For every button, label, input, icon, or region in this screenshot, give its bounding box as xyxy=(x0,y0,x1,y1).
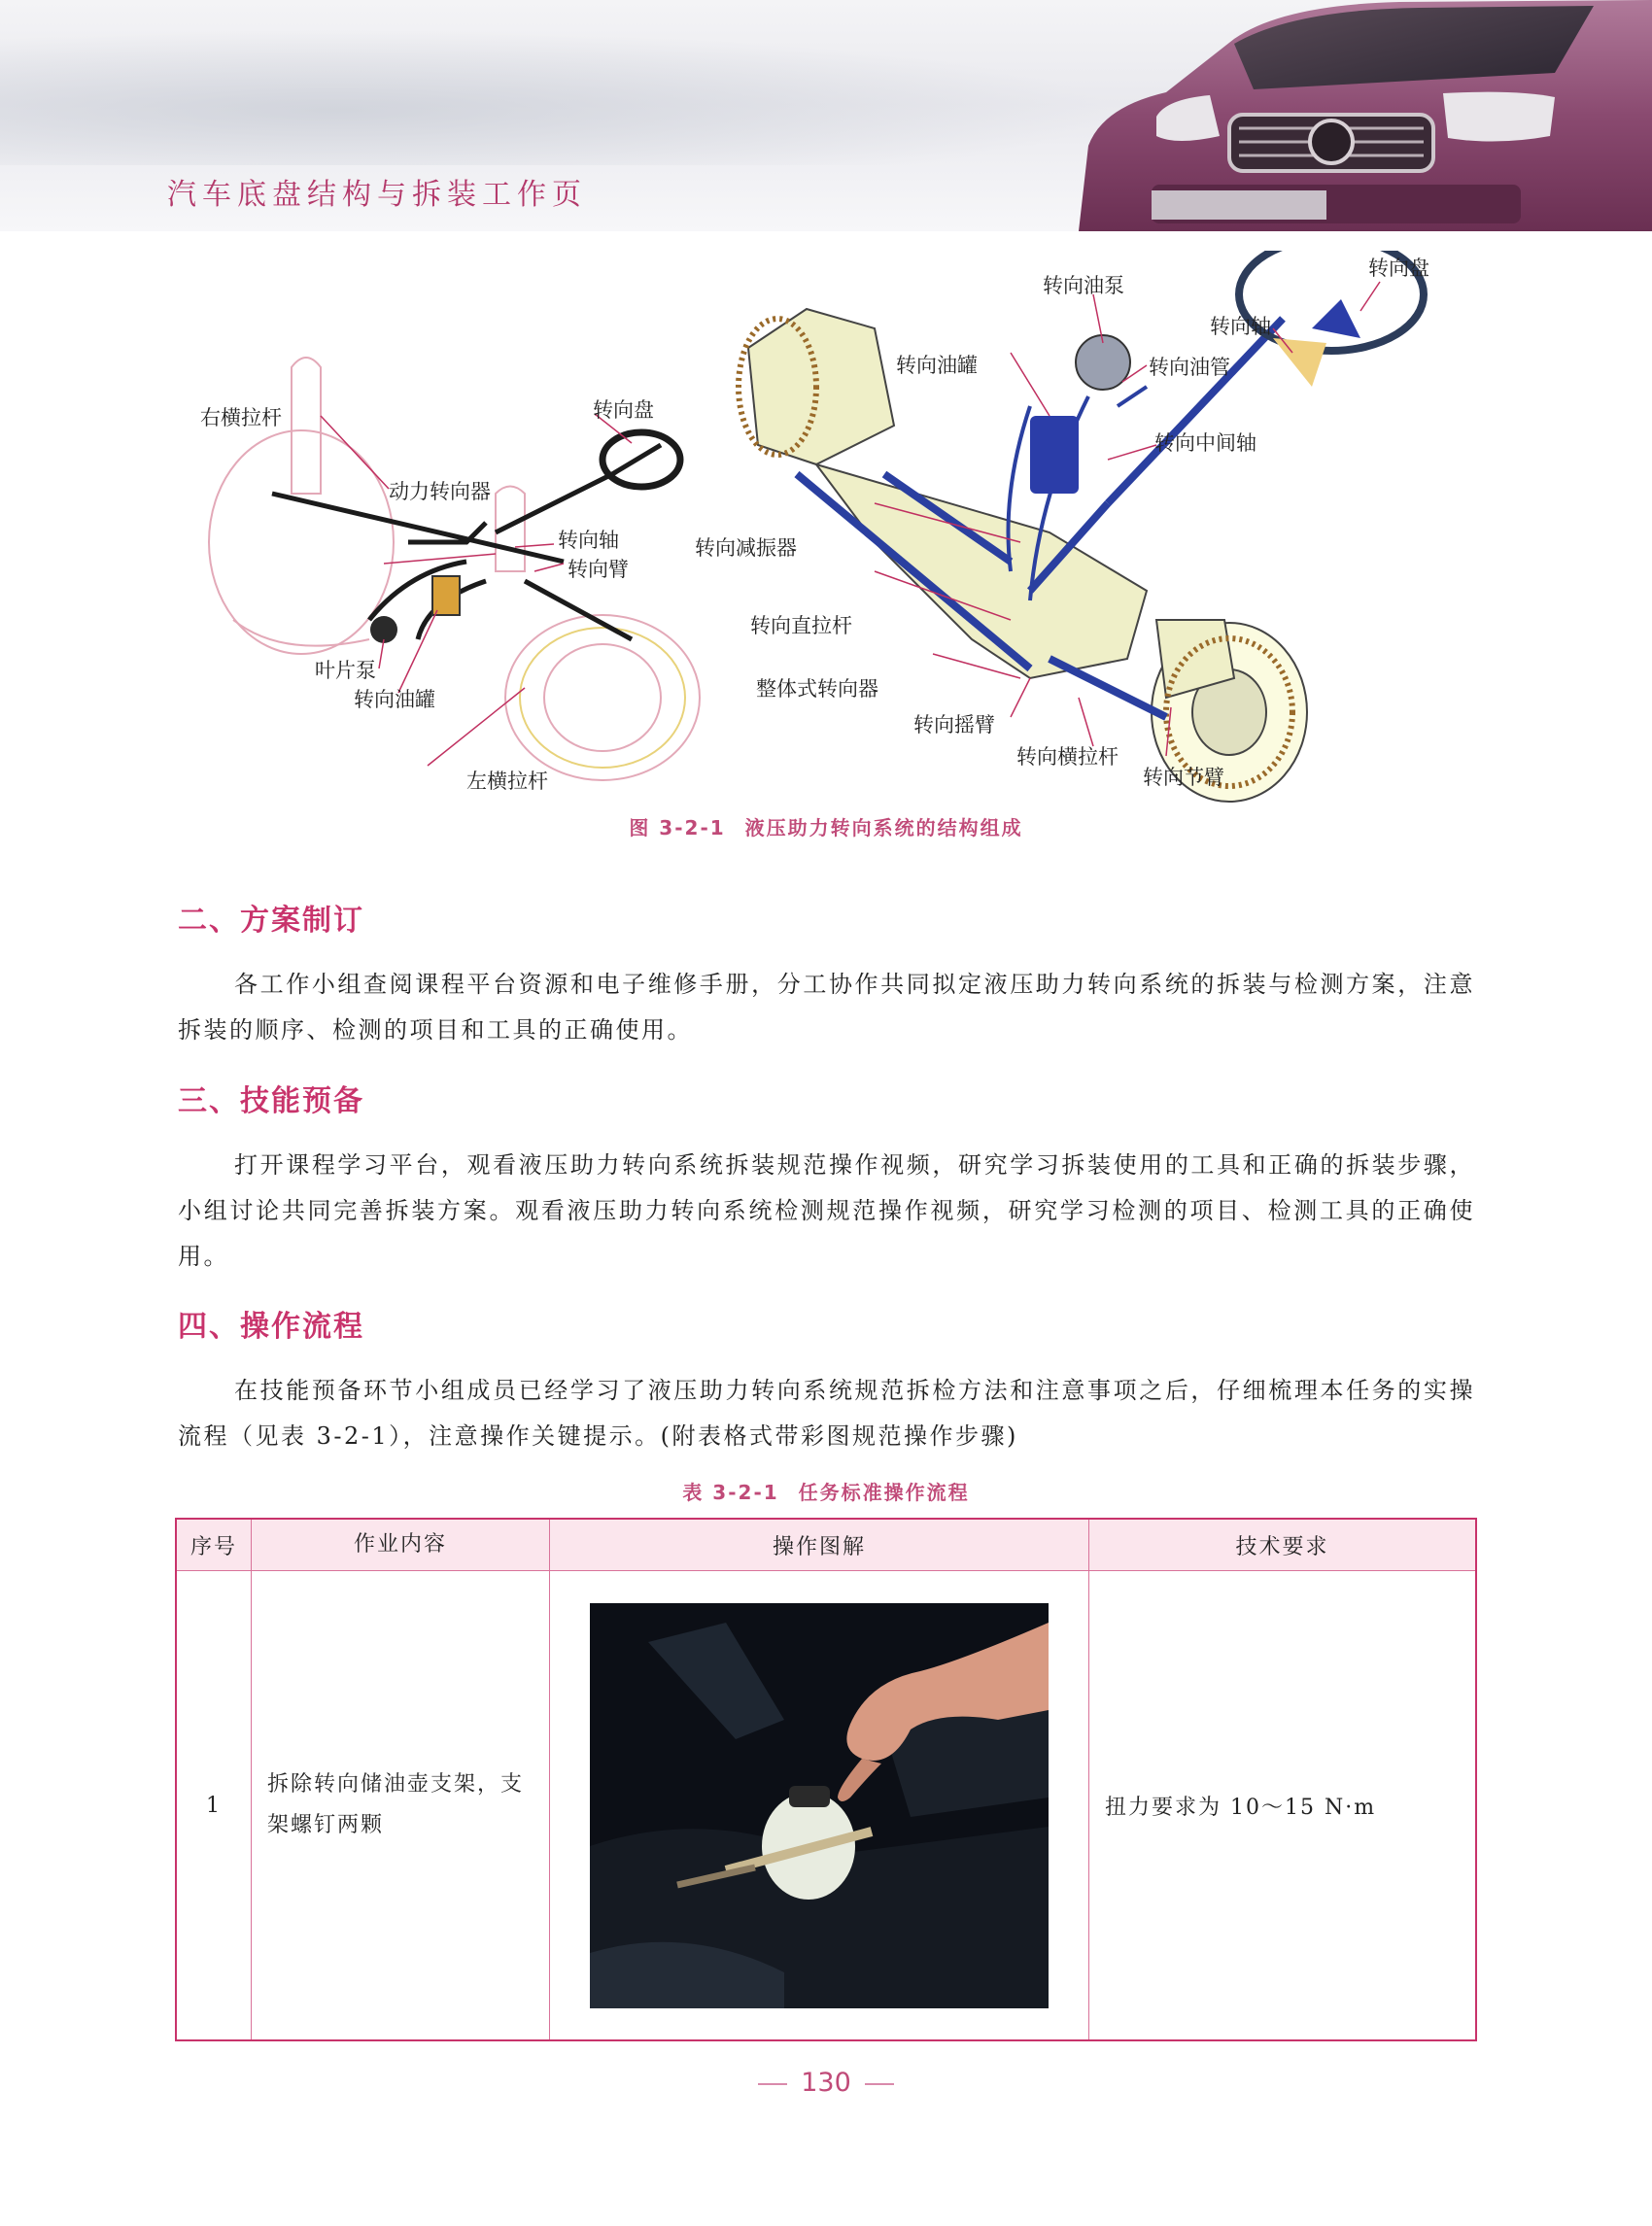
label-oil-reservoir-right: 转向油罐 xyxy=(896,354,978,377)
table-caption xyxy=(0,1477,1652,1505)
figure-caption-text: 液压助力转向系统的结构组成 xyxy=(744,816,1023,839)
header-requirement: 技术要求 xyxy=(1089,1519,1477,1571)
label-steering-arm: 转向臂 xyxy=(568,558,629,581)
header-diagram: 操作图解 xyxy=(550,1519,1089,1571)
label-power-steering-gear: 动力转向器 xyxy=(389,480,491,503)
car-photo xyxy=(1011,0,1652,231)
section-paragraph-procedure: 在技能预备环节小组成员已经学习了液压助力转向系统规范拆检方法和注意事项之后，仔细梳理本任务的实操流程（见表 3-2-1），注意操作关键提示。(附表格式带彩图规范操作步骤) xyxy=(178,1377,1475,1450)
table-caption-text: 任务标准操作流程 xyxy=(798,1481,970,1504)
label-integral-steering-gear: 整体式转向器 xyxy=(756,677,878,701)
header-content: 作业内容 xyxy=(252,1519,550,1571)
steering-diagram xyxy=(175,251,1477,834)
operation-photo xyxy=(590,1603,1049,2008)
table-row xyxy=(176,1571,1476,2041)
section-title-procedure: 四、操作流程 xyxy=(178,1310,364,1344)
label-oil-reservoir-left: 转向油罐 xyxy=(354,688,435,711)
row-requirement: 扭力要求为 10～15 N·m xyxy=(1089,1571,1477,2041)
car-illustration xyxy=(1011,0,1652,231)
label-steering-damper: 转向减振器 xyxy=(695,536,797,560)
page-number-dash-left xyxy=(758,2083,787,2085)
label-steering-wheel-left: 转向盘 xyxy=(593,398,654,422)
mist-background xyxy=(0,29,1118,165)
label-pitman-arm: 转向摇臂 xyxy=(913,713,995,736)
label-left-tie-rod: 左横拉杆 xyxy=(466,770,548,793)
page-number-value: 130 xyxy=(801,2068,851,2098)
header-no: 序号 xyxy=(176,1519,252,1571)
section-title-plan: 二、方案制订 xyxy=(178,904,364,938)
page-number-dash-right xyxy=(865,2083,894,2085)
label-right-tie-rod: 右横拉杆 xyxy=(200,406,282,429)
figure-caption-number: 图 3-2-1 xyxy=(629,816,726,839)
procedure-table xyxy=(175,1518,1477,2041)
figure-steering-system xyxy=(175,251,1477,834)
row-no: 1 xyxy=(176,1571,252,2041)
section-paragraph-plan: 各工作小组查阅课程平台资源和电子维修手册，分工协作共同拟定液压助力转向系统的拆装与检测方案，注意拆装的顺序、检测的项目和工具的正确使用。 xyxy=(178,971,1475,1044)
section-paragraph-skills: 打开课程学习平台，观看液压助力转向系统拆装规范操作视频，研究学习拆装使用的工具和正确的拆装步骤，小组讨论共同完善拆装方案。观看液压助力转向系统检测规范操作视频，研究学习检测的项目、检测工具的正确使用。 xyxy=(178,1151,1475,1270)
label-drag-link: 转向直拉杆 xyxy=(750,614,852,637)
label-steering-shaft-right: 转向轴 xyxy=(1210,315,1271,338)
table-caption-number: 表 3-2-1 xyxy=(682,1481,779,1504)
table-header-row xyxy=(176,1519,1476,1571)
label-steering-shaft-left: 转向轴 xyxy=(558,529,619,552)
label-steering-pump: 转向油泵 xyxy=(1043,274,1124,297)
row-content: 拆除转向储油壶支架，支架螺钉两颗 xyxy=(252,1571,550,2041)
label-steering-wheel-right: 转向盘 xyxy=(1368,257,1429,280)
label-intermediate-shaft: 转向中间轴 xyxy=(1154,431,1256,455)
label-oil-pipe: 转向油管 xyxy=(1149,356,1230,379)
page-header xyxy=(0,0,1652,231)
header-title: 汽车底盘结构与拆装工作页 xyxy=(167,178,587,212)
figure-caption xyxy=(0,812,1652,840)
page-number xyxy=(0,2068,1652,2098)
row-image-cell xyxy=(550,1571,1089,2041)
section-title-skills: 三、技能预备 xyxy=(178,1084,364,1118)
label-knuckle-arm: 转向节臂 xyxy=(1143,766,1224,789)
label-vane-pump: 叶片泵 xyxy=(315,659,376,682)
label-tie-rod-right: 转向横拉杆 xyxy=(1016,745,1119,769)
